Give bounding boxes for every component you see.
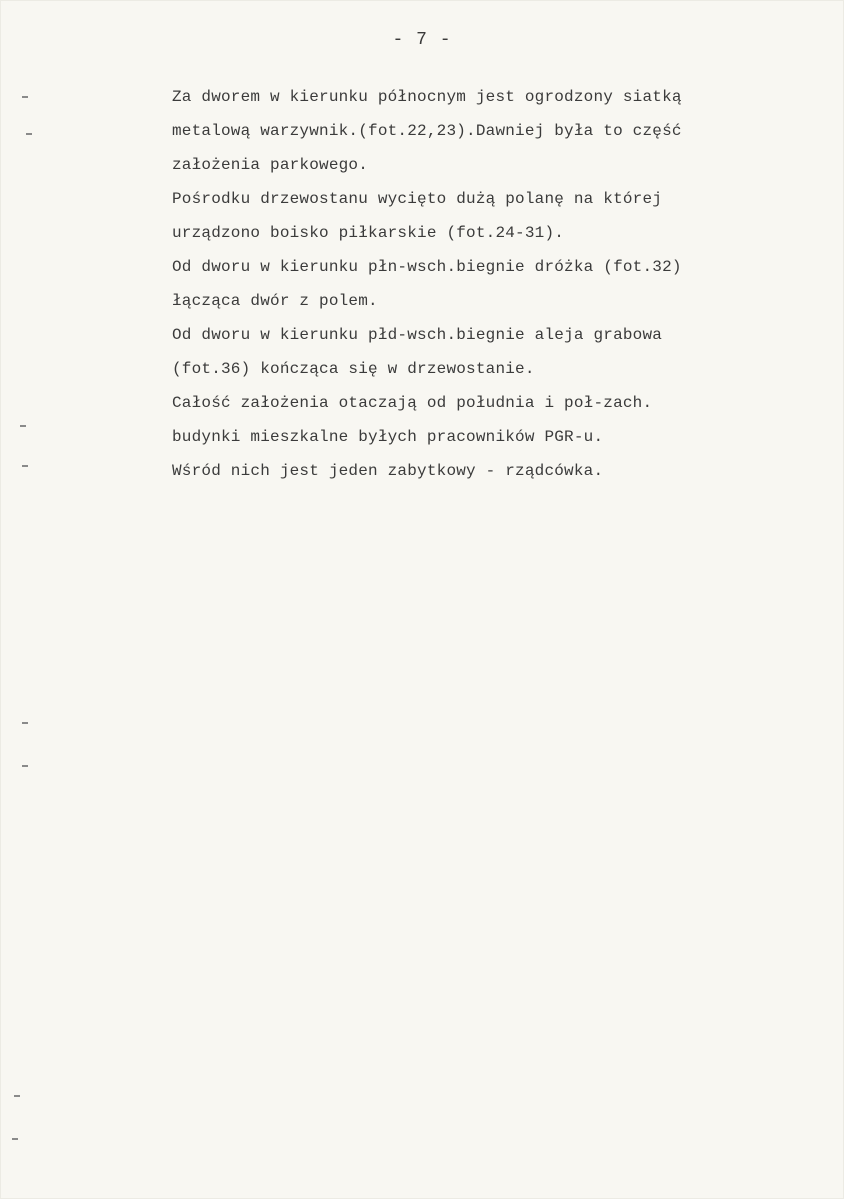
margin-mark: [22, 96, 28, 98]
margin-mark: [14, 1095, 20, 1097]
margin-mark: [22, 465, 28, 467]
page-number: - 7 -: [392, 30, 452, 50]
margin-mark: [22, 765, 28, 767]
margin-mark: [20, 425, 26, 427]
text-line: łącząca dwór z polem.: [172, 292, 378, 310]
text-line: Wśród nich jest jeden zabytkowy - rządcówka.: [172, 462, 604, 480]
text-line: Od dworu w kierunku płd-wsch.biegnie aleja grabowa: [172, 326, 663, 344]
text-line: Pośrodku drzewostanu wycięto dużą polanę na której: [172, 190, 663, 208]
text-line: metalową warzywnik.(fot.22,23).Dawniej była to część: [172, 122, 682, 140]
margin-mark: [22, 722, 28, 724]
text-line: założenia parkowego.: [172, 156, 369, 174]
text-line: budynki mieszkalne byłych pracowników PGR-u.: [172, 428, 604, 446]
text-line: Za dworem w kierunku północnym jest ogrodzony siatką: [172, 88, 682, 106]
text-line: (fot.36) kończąca się w drzewostanie.: [172, 360, 535, 378]
margin-mark: [26, 133, 32, 135]
body-text: [172, 80, 772, 488]
text-line: urządzono boisko piłkarskie (fot.24-31).: [172, 224, 565, 242]
text-line: Całość założenia otaczają od południa i poł-zach.: [172, 394, 653, 412]
margin-mark: [12, 1138, 18, 1140]
text-line: Od dworu w kierunku płn-wsch.biegnie dróżka (fot.32): [172, 258, 682, 276]
